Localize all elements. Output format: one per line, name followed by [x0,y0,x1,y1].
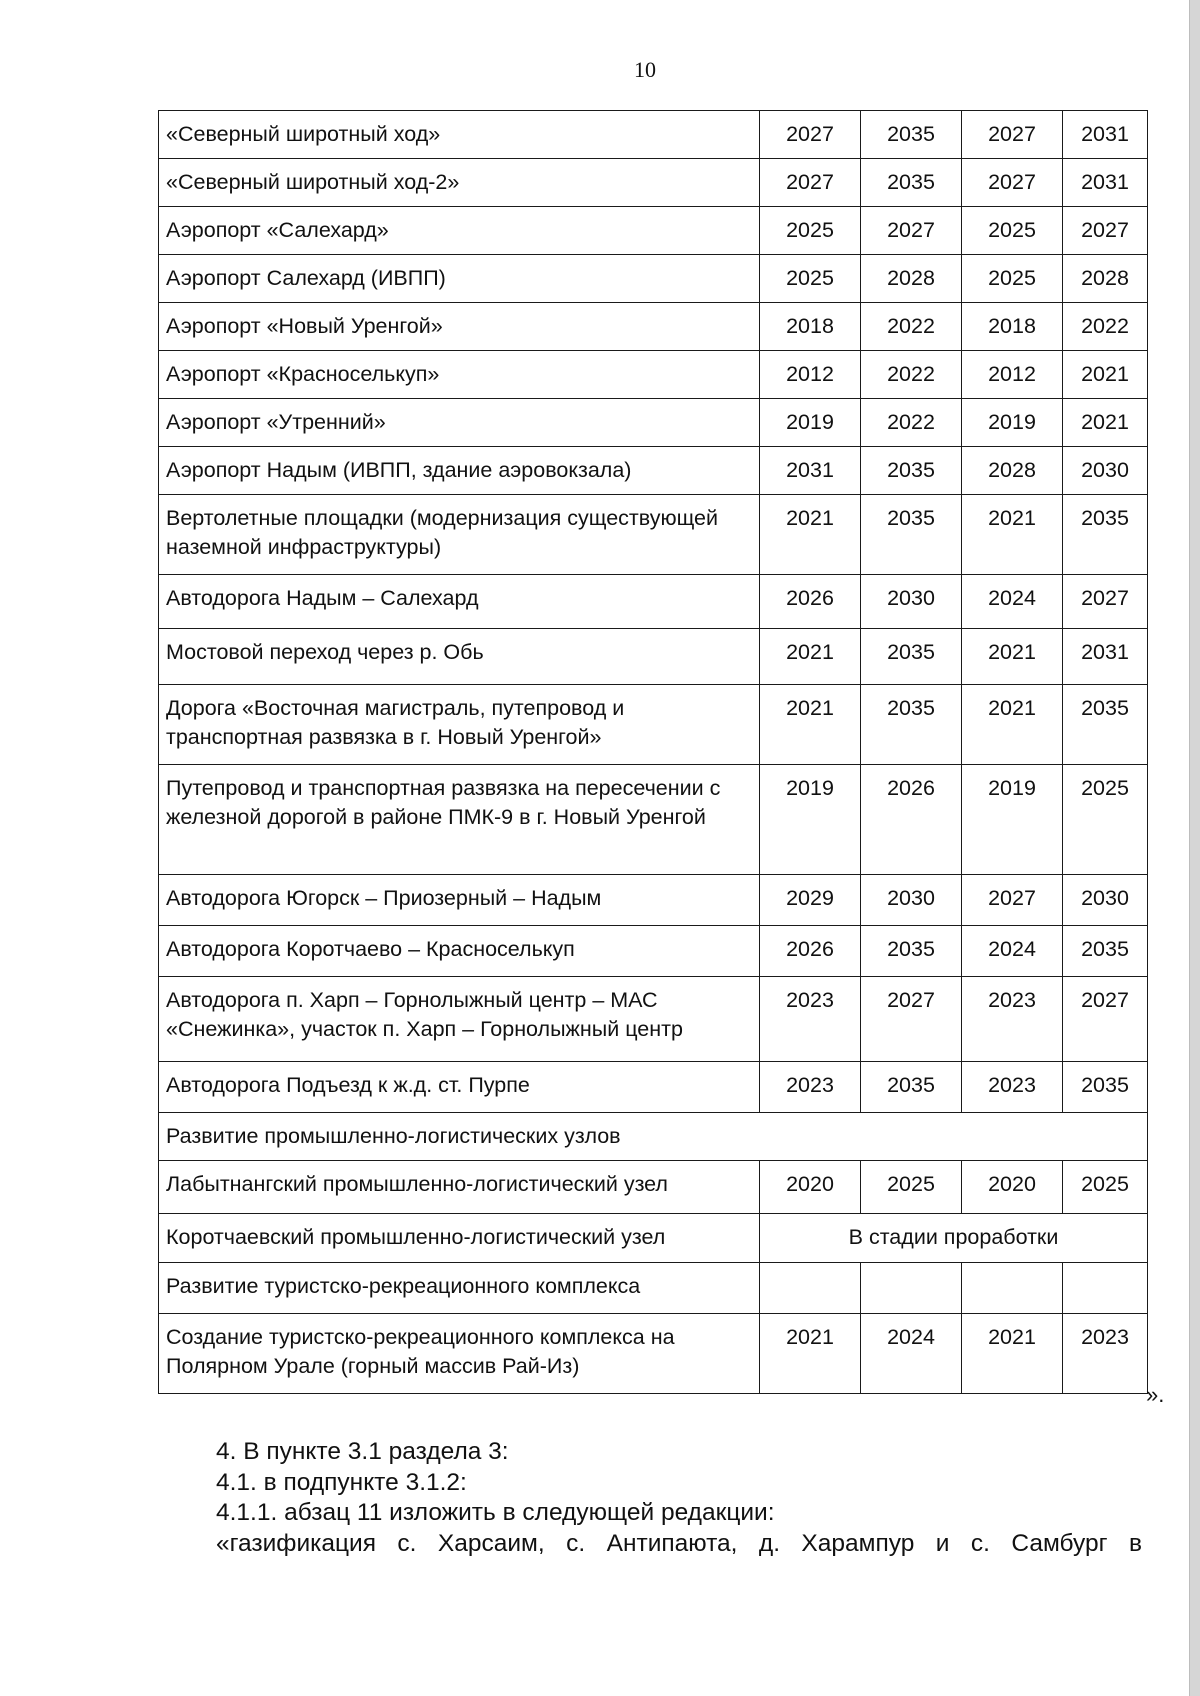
section-row [159,1113,1148,1161]
year-cell: 2025 [1063,1161,1148,1214]
year-cell [760,1263,861,1314]
project-name-cell: Аэропорт «Утренний» [159,399,760,447]
year-cell: 2019 [760,765,861,875]
year-cell: 2025 [962,255,1063,303]
year-cell: 2026 [861,765,962,875]
project-name-cell: Автодорога Подъезд к ж.д. ст. Пурпе [159,1062,760,1113]
projects-table-body [159,111,1148,1394]
year-cell: 2030 [1063,875,1148,926]
year-cell: 2030 [1063,447,1148,495]
year-cell: 2025 [861,1161,962,1214]
year-cell: 2035 [861,685,962,765]
year-cell: 2024 [861,1314,962,1394]
table-row [159,765,1148,875]
table-row [159,447,1148,495]
year-cell: 2023 [760,1062,861,1113]
year-cell: 2021 [760,495,861,575]
year-cell: 2021 [962,1314,1063,1394]
table-row [159,255,1148,303]
year-cell: 2035 [861,1062,962,1113]
year-cell: 2027 [1063,977,1148,1062]
project-name-cell: Аэропорт Салехард (ИВПП) [159,255,760,303]
year-cell: 2027 [962,875,1063,926]
table-row [159,1314,1148,1394]
year-cell: 2021 [760,629,861,685]
year-cell: 2031 [1063,159,1148,207]
year-cell: 2022 [1063,303,1148,351]
year-cell: 2025 [1063,765,1148,875]
year-cell: 2021 [962,495,1063,575]
table-row [159,351,1148,399]
year-cell: 2012 [962,351,1063,399]
year-cell: 2025 [962,207,1063,255]
closing-quote: ». [1146,1382,1165,1407]
project-name-cell: Автодорога Югорск – Приозерный – Надым [159,875,760,926]
year-cell: 2021 [1063,351,1148,399]
project-name-cell: Коротчаевский промышленно-логистический узел [159,1214,760,1263]
table-row [159,875,1148,926]
table-row [159,1062,1148,1113]
year-cell: 2025 [760,207,861,255]
year-cell: 2031 [1063,629,1148,685]
year-cell: 2021 [962,685,1063,765]
year-cell: 2020 [962,1161,1063,1214]
year-cell: 2027 [1063,575,1148,629]
page-edge [1189,0,1200,1696]
project-name-cell: Вертолетные площадки (модернизация существующей наземной инфраструктуры) [159,495,760,575]
year-cell: 2026 [760,575,861,629]
project-name-cell: Аэропорт «Новый Уренгой» [159,303,760,351]
project-name-cell: «Северный широтный ход» [159,111,760,159]
year-cell: 2020 [760,1161,861,1214]
year-cell: 2035 [1063,926,1148,977]
table-row [159,1214,1148,1263]
project-name-cell: Создание туристско-рекреационного комплекса на Полярном Урале (горный массив Рай-Из) [159,1314,760,1394]
year-cell: 2021 [1063,399,1148,447]
table-row [159,159,1148,207]
year-cell: 2025 [760,255,861,303]
year-cell: 2021 [962,629,1063,685]
project-name-cell: Развитие промышленно-логистических узлов [159,1113,1148,1161]
year-cell: 2024 [962,926,1063,977]
year-cell: 2035 [861,159,962,207]
amendment-line: 4. В пункте 3.1 раздела 3: [216,1438,509,1465]
year-cell: 2035 [861,111,962,159]
year-cell: 2023 [962,977,1063,1062]
year-cell: 2018 [962,303,1063,351]
year-cell [861,1263,962,1314]
year-cell: 2035 [1063,685,1148,765]
year-cell: 2029 [760,875,861,926]
table-row [159,926,1148,977]
year-cell: 2019 [760,399,861,447]
project-name-cell: Автодорога Надым – Салехард [159,575,760,629]
project-name-cell: «Северный широтный ход-2» [159,159,760,207]
year-cell: 2027 [760,159,861,207]
table-row [159,1263,1148,1314]
year-cell: 2021 [760,685,861,765]
project-name-cell: Мостовой переход через р. Обь [159,629,760,685]
amendment-line: «газификация с. Харсаим, с. Антипаюта, д. Харампур и с. Самбург в [216,1529,1142,1557]
table-row [159,1161,1148,1214]
year-cell: 2027 [962,111,1063,159]
year-cell: 2035 [861,629,962,685]
year-cell: 2030 [861,575,962,629]
year-cell: 2028 [962,447,1063,495]
year-cell: 2031 [1063,111,1148,159]
project-name-cell: Автодорога Коротчаево – Красноселькуп [159,926,760,977]
amendment-text [216,1437,1146,1559]
year-cell: 2026 [760,926,861,977]
project-name-cell: Аэропорт «Салехард» [159,207,760,255]
project-name-cell: Путепровод и транспортная развязка на пересечении с железной дорогой в районе ПМК-9 в г. Новый Уренгой [159,765,760,875]
table-row [159,399,1148,447]
table-row [159,685,1148,765]
year-cell: 2027 [861,977,962,1062]
page-number: 10 [634,57,656,82]
amendment-line: 4.1. в подпункте 3.1.2: [216,1468,467,1496]
year-cell: 2018 [760,303,861,351]
year-cell: 2012 [760,351,861,399]
amendment-line: 4.1.1. абзац 11 изложить в следующей редакции: [216,1499,775,1526]
year-cell: 2027 [1063,207,1148,255]
table-row [159,111,1148,159]
project-name-cell: Аэропорт «Красноселькуп» [159,351,760,399]
table-row [159,303,1148,351]
year-cell: 2035 [861,926,962,977]
year-cell: 2035 [1063,495,1148,575]
year-cell: 2035 [1063,1062,1148,1113]
year-cell: 2023 [760,977,861,1062]
year-cell: 2023 [962,1062,1063,1113]
year-cell: 2035 [861,447,962,495]
project-name-cell: Лабытнангский промышленно-логистический узел [159,1161,760,1214]
status-cell: В стадии проработки [760,1214,1148,1263]
table-row [159,207,1148,255]
table-row [159,977,1148,1062]
year-cell [1063,1263,1148,1314]
year-cell: 2022 [861,303,962,351]
year-cell: 2027 [962,159,1063,207]
year-cell: 2022 [861,351,962,399]
project-name-cell: Развитие туристско-рекреационного комплекса [159,1263,760,1314]
year-cell: 2028 [861,255,962,303]
year-cell: 2023 [1063,1314,1148,1394]
year-cell: 2027 [760,111,861,159]
project-name-cell: Аэропорт Надым (ИВПП, здание аэровокзала) [159,447,760,495]
year-cell: 2031 [760,447,861,495]
year-cell: 2028 [1063,255,1148,303]
year-cell: 2021 [760,1314,861,1394]
year-cell [962,1263,1063,1314]
year-cell: 2019 [962,399,1063,447]
year-cell: 2035 [861,495,962,575]
project-name-cell: Автодорога п. Харп – Горнолыжный центр – МАС «Снежинка», участок п. Харп – Горнолыжный центр [159,977,760,1062]
year-cell: 2024 [962,575,1063,629]
year-cell: 2027 [861,207,962,255]
project-name-cell: Дорога «Восточная магистраль, путепровод и транспортная развязка в г. Новый Уренгой» [159,685,760,765]
table-row [159,629,1148,685]
table-row [159,575,1148,629]
year-cell: 2022 [861,399,962,447]
year-cell: 2019 [962,765,1063,875]
table-row [159,495,1148,575]
year-cell: 2030 [861,875,962,926]
projects-table [158,110,1148,1394]
